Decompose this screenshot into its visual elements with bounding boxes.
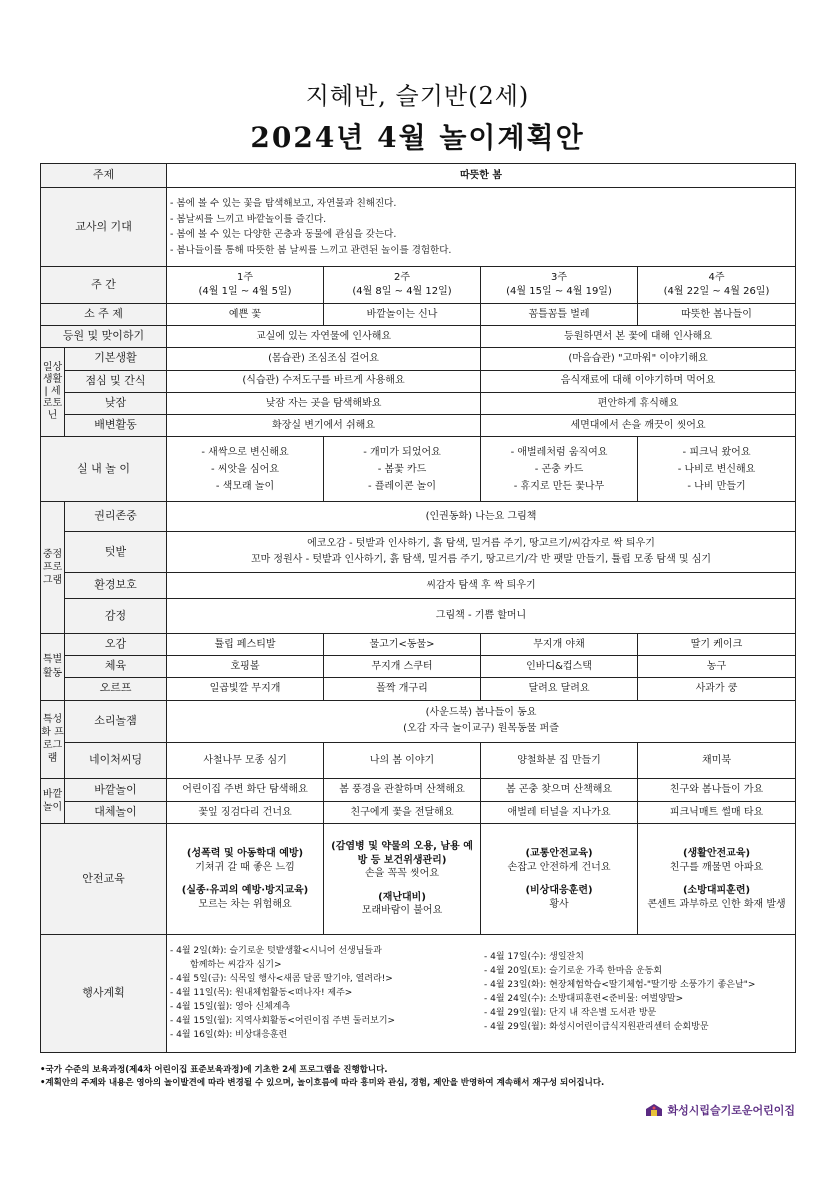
event-item: - 4월 15일(월): 지역사회활동<어린이집 주변 둘러보기> [170,1015,396,1026]
outdoor-cell: 피크닉매트 썰매 타요 [638,801,796,823]
outdoor-cell: 애벌레 터널을 지나가요 [481,801,638,823]
special-cell: 딸기 케이크 [638,633,796,655]
special-cell: 폴짝 개구리 [324,678,481,700]
special-cell: 달려요 달려요 [481,678,638,700]
focus-env-value: 씨감자 탐색 후 싹 틔우기 [167,572,796,598]
indoor-row [41,437,796,502]
expectation-line: - 봄날씨를 느끼고 바깥놀이를 즐긴다. [170,213,327,225]
outdoor-cell: 친구에게 꽃을 전달해요 [324,801,481,823]
event-item: - 4월 15일(월): 영아 신체계측 [170,1001,291,1012]
routine-toilet-row [41,415,796,437]
special-orff-label: 오르프 [65,678,167,700]
routine-basic-right: (마음습관) "고마워" 이야기해요 [481,348,796,370]
focus-emotion-value: 그림책 - 기쁨 할머니 [167,599,796,633]
safety-cell: (감염병 및 약물의 오용, 남용 예방 등 보건위생관리) 손을 꼭꼭 씻어요 (재난대비) 모래바람이 불어요 [324,823,481,934]
event-item: - 4월 17일(수): 생일잔치 [484,951,584,962]
subtopic-cell: 따뜻한 봄나들이 [638,303,796,325]
special-group-label: 특별활동 [41,633,65,700]
indoor-item: - 플레이콘 놀이 [368,480,436,492]
indoor-item: - 휴지로 만든 꽃나무 [513,480,605,492]
routine-meal-left: (식습관) 수저도구를 바르게 사용해요 [167,370,481,392]
char-sound-label: 소리놀잼 [65,700,167,743]
event-item: - 4월 24일(수): 소방대피훈련<준비물: 여벌양말> [484,993,684,1004]
week-2: 2주 (4월 8일 ~ 4월 12일) [324,267,481,303]
subtopic-row [41,303,796,325]
events-left [170,945,478,1043]
event-item: - 4월 2일(화): 슬기로운 텃밭생활<시니어 선생님들과 [170,945,382,956]
indoor-item: - 피크닉 왔어요 [682,446,751,458]
outdoor-alt-label: 대체놀이 [65,801,167,823]
subtopic-cell: 예쁜 꽃 [167,303,324,325]
outdoor-alt-row [41,801,796,823]
event-item: - 4월 5일(금): 식목일 행사<새콤 달콤 딸기야, 열려라!> [170,973,393,984]
indoor-item: - 새싹으로 변신해요 [201,446,289,458]
special-cell: 무지개 야채 [481,633,638,655]
event-item: 함께하는 씨감자 심기> [190,959,282,970]
subtitle: 지혜반, 슬기반(2세) [305,82,530,110]
char-nature-row [41,743,796,779]
focus-env-label: 환경보호 [65,572,167,598]
outdoor-cell: 봄 풍경을 관찰하며 산책해요 [324,779,481,801]
footnote: •계획안의 주제와 내용은 영아의 놀이발견에 따라 변경될 수 있으며, 놀이흐름에 따라 흥미와 관심, 경험, 제안을 반영하여 계속해서 재구성 되어집니다. [40,1077,605,1088]
arrival-right: 등원하면서 본 꽃에 대해 인사해요 [481,325,796,347]
week-4: 4주 (4월 22일 ~ 4월 26일) [638,267,796,303]
sound-line: (사운드북) 봄나들이 동요 [425,707,537,719]
subtopic-label: 소 주 제 [41,303,167,325]
focus-rights-value: (인권동화) 나는요 그림책 [167,502,796,532]
weeks-label: 주 간 [41,267,167,303]
outdoor-play-row [41,779,796,801]
events-row [41,935,796,1053]
routine-toilet-left: 화장실 변기에서 쉬해요 [167,415,481,437]
page-title: 2024년 4월 놀이계획안 [250,121,585,154]
indoor-item: - 개미가 되었어요 [363,446,441,458]
routine-toilet-right: 세면대에서 손을 깨끗이 씻어요 [481,415,796,437]
routine-nap-row [41,392,796,414]
arrival-label: 등원 및 맞이하기 [41,325,167,347]
special-cell: 호핑볼 [167,655,324,677]
event-item: - 4월 20일(토): 슬기로운 가족 한마음 운동회 [484,965,663,976]
event-item: - 4월 29일(월): 단지 내 작은별 도서관 방문 [484,1007,657,1018]
routine-nap-right: 편안하게 휴식해요 [481,392,796,414]
focus-garden-row [41,532,796,573]
routine-basic-label: 기본생활 [65,348,167,370]
nature-cell: 나의 봄 이야기 [324,743,481,779]
routine-nap-left: 낮잠 자는 곳을 탐색해봐요 [167,392,481,414]
safety-cell: (교통안전교육) 손잡고 안전하게 건너요 (비상대응훈련) 황사 [481,823,638,934]
outdoor-cell: 어린이집 주변 화단 탐색해요 [167,779,324,801]
indoor-item: - 곤충 카드 [534,463,584,475]
safety-label: 안전교육 [41,823,167,934]
week-3: 3주 (4월 15일 ~ 4월 19일) [481,267,638,303]
routine-group-label: 일상생활 | 세로토닌 [41,348,65,437]
subtopic-cell: 바깥놀이는 신나 [324,303,481,325]
school-name: 화성시립슬기로운어린이집 [667,1104,795,1117]
events-label: 행사계획 [41,935,167,1053]
garden-line: 에코오감 - 텃밭과 인사하기, 흙 탐색, 밀거름 주기, 땅고르기/씨감자로 싹 틔우기 [307,538,655,550]
special-orff-row [41,678,796,700]
footnote: •국가 수준의 보육과정(제4차 어린이집 표준보육과정)에 기초한 2세 프로그램을 진행합니다. [40,1065,388,1075]
event-item: - 4월 16일(화): 비상대응훈련 [170,1029,288,1040]
safety-cell: (성폭력 및 아동학대 예방) 기쳐귀 갈 때 좋은 느낌 (실종·유괴의 예방·방지교육) 모르는 차는 위험해요 [167,823,324,934]
expectation-line: - 봄에 볼 수 있는 꽃을 탐색해보고, 자연물과 친해진다. [170,197,397,209]
routine-basic-left: (몸습관) 조심조심 걸어요 [167,348,481,370]
week-1: 1주 (4월 1일 ~ 4월 5일) [167,267,324,303]
routine-toilet-label: 배변활동 [65,415,167,437]
weeks-row [41,267,796,303]
expectation-line: - 봄나들이를 통해 따뜻한 봄 날씨를 느끼고 관련된 놀이를 경험한다. [170,244,452,256]
routine-basic-row [41,348,796,370]
expectation-label: 교사의 기대 [41,188,167,267]
special-cell: 물고기<동물> [324,633,481,655]
special-pe-row [41,655,796,677]
event-item: - 4월 11일(목): 원내체험활동<떠나자! 제주> [170,987,353,998]
theme-value: 따뜻한 봄 [167,164,796,188]
focus-emotion-label: 감정 [65,599,167,633]
focus-emotion-row [41,599,796,633]
safety-cell: (생활안전교육) 친구를 깨물면 아파요 (소방대피훈련) 콘센트 과부하로 인한 화재 발생 [638,823,796,934]
char-sound-row [41,700,796,743]
theme-row [41,164,796,188]
special-cell: 일곱빛깔 무지개 [167,678,324,700]
subtopic-cell: 꼼틀꼼틀 벌레 [481,303,638,325]
routine-meal-label: 점심 및 간식 [65,370,167,392]
special-cell: 무지개 스쿠터 [324,655,481,677]
safety-row [41,823,796,934]
char-group-label: 특성화 프로그램 [41,700,65,779]
arrival-row [41,325,796,347]
school-logo-icon [645,1103,663,1117]
nature-cell: 채미북 [638,743,796,779]
outdoor-play-label: 바깥놀이 [65,779,167,801]
special-senses-label: 오감 [65,633,167,655]
focus-rights-row [41,502,796,532]
expectation-line: - 봄에 볼 수 있는 다양한 곤충과 동물에 관심을 갖는다. [170,229,397,241]
special-cell: 사과가 쿵 [638,678,796,700]
char-nature-label: 네이처씨딩 [65,743,167,779]
routine-meal-right: 음식재료에 대해 이야기하며 먹어요 [481,370,796,392]
outdoor-cell: 친구와 봄나들이 가요 [638,779,796,801]
arrival-left: 교실에 있는 자연물에 인사해요 [167,325,481,347]
nature-cell: 양철화분 집 만들기 [481,743,638,779]
indoor-item: - 봄꽃 카드 [377,463,427,475]
nature-cell: 사철나무 모종 심기 [167,743,324,779]
indoor-item: - 나비 만들기 [687,480,746,492]
routine-nap-label: 낮잠 [65,392,167,414]
expectation-row [41,188,796,267]
indoor-label: 실 내 놀 이 [41,437,167,502]
special-pe-label: 체육 [65,655,167,677]
event-item: - 4월 23일(화): 현장체험학습<딸기체험-"딸기랑 소풍가기 좋은날"> [484,979,756,990]
special-cell: 튤립 페스티발 [167,633,324,655]
plan-table [40,163,796,1053]
outdoor-cell: 꽃잎 징검다리 건너요 [167,801,324,823]
focus-rights-label: 권리존중 [65,502,167,532]
special-senses-row [41,633,796,655]
garden-line: 꼬마 정원사 - 텃밭과 인사하기, 흙 탐색, 밀거름 주기, 땅고르기/각 반 팻말 만들기, 튤립 모종 탐색 및 심기 [250,554,712,566]
school-logo [645,1102,795,1118]
footnotes [40,1064,604,1090]
outdoor-group-label: 바깥 놀이 [41,779,65,824]
indoor-item: - 나비로 변신해요 [677,463,756,475]
focus-garden-label: 텃밭 [65,532,167,573]
event-item: - 4월 29일(월): 화성시어린이급식지원관리센터 순회방문 [484,1021,709,1032]
focus-env-row [41,572,796,598]
indoor-item: - 씨앗을 심어요 [211,463,279,475]
special-cell: 농구 [638,655,796,677]
routine-meal-row [41,370,796,392]
theme-label: 주제 [41,164,167,188]
indoor-item: - 애벌레처럼 움직여요 [510,446,608,458]
focus-group-label: 중점 프로그램 [41,502,65,634]
events-right [484,945,792,1043]
special-cell: 인바디&컵스택 [481,655,638,677]
outdoor-cell: 봄 곤충 찾으며 산책해요 [481,779,638,801]
indoor-item: - 색모래 놀이 [215,480,275,492]
sound-line: (오감 자극 놀이교구) 원목동물 퍼즐 [403,723,559,735]
